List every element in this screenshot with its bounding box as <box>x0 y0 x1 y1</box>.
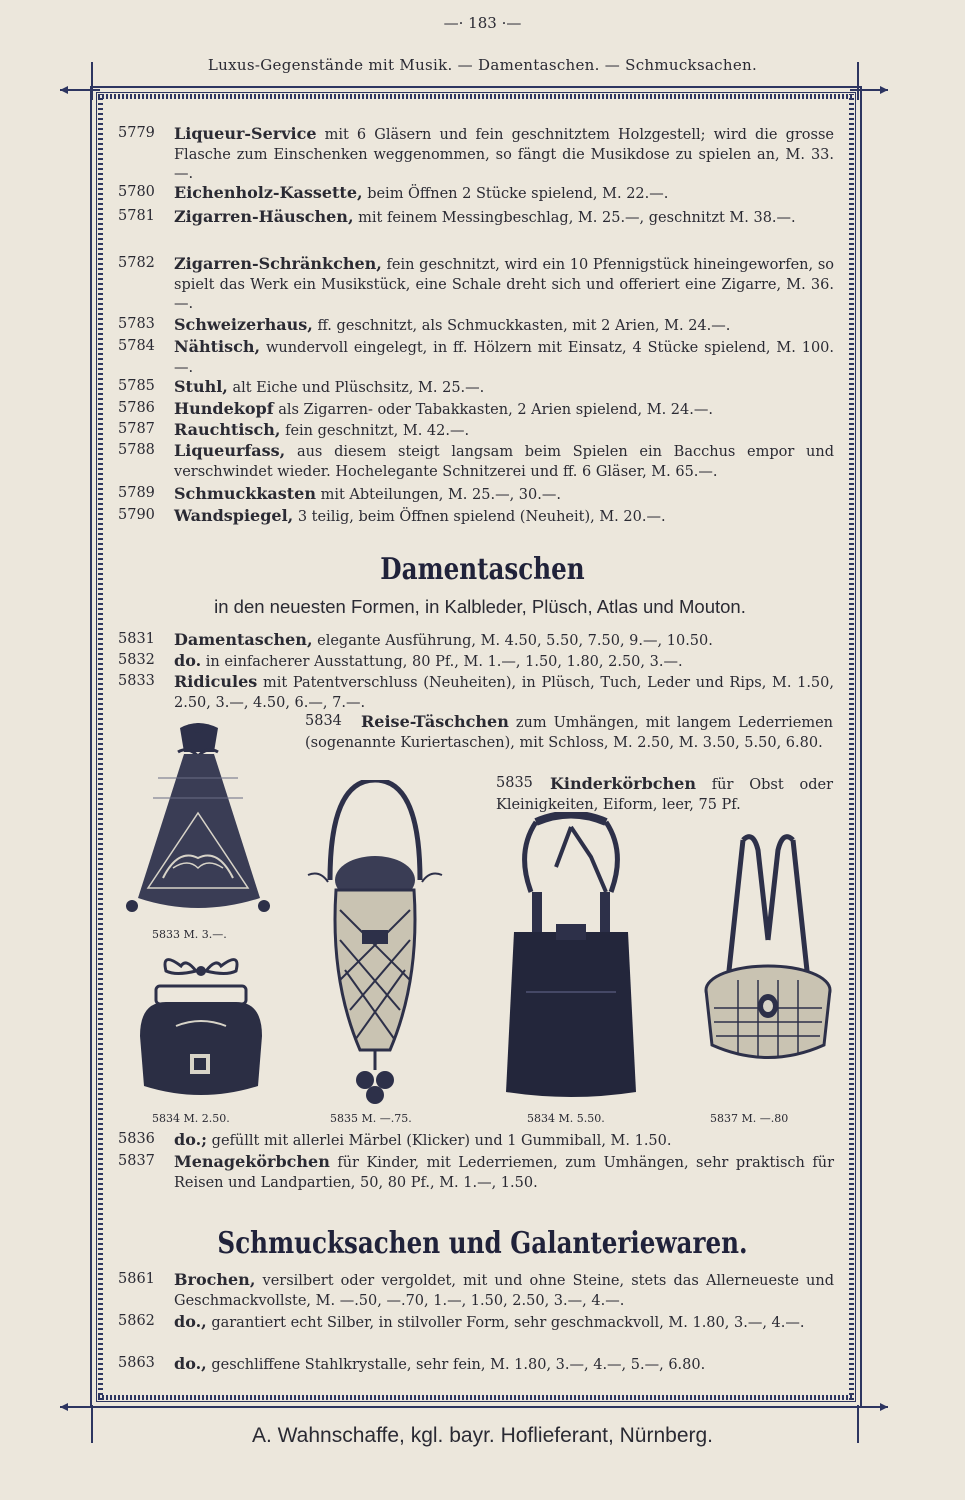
caption-5833: 5833 M. 3.—. <box>152 928 227 941</box>
caption-5837: 5837 M. —.80 <box>710 1112 789 1125</box>
entry-5836: 5836 do.; gefüllt mit allerlei Märbel (Klicker) und 1 Gummiball, M. 1.50. <box>118 1130 672 1149</box>
section-title-damentaschen: Damentaschen <box>380 552 585 587</box>
footer-imprint: A. Wahnschaffe, kgl. bayr. Hoflieferant, Nürnberg. <box>251 1424 714 1447</box>
page-number: —· 183 ·— <box>443 14 522 32</box>
entry-5787: 5787 Rauchtisch, fein geschnitzt, M. 42.—. <box>118 420 470 439</box>
drawstring-bag-illustration <box>118 718 278 928</box>
caption-5834-b: 5834 M. 5.50. <box>527 1112 605 1125</box>
pouch-bag-illustration <box>126 946 276 1106</box>
entry-5784: 5784 Nähtisch, wundervoll eingelegt, in ff. Hölzern mit Einsatz, 4 Stücke spielend, M. 100.—. <box>118 337 835 376</box>
caption-5834-a: 5834 M. 2.50. <box>152 1112 230 1125</box>
entry-5783: 5783 Schweizerhaus, ff. geschnitzt, als Schmuckkasten, mit 2 Arien, M. 24.—. <box>118 315 731 334</box>
entry-5834: 5834 Reise-Täschchen zum Umhängen, mit langem Lederriemen (sogenannte Kuriertaschen), mit Schloss, M. 2.50, M. 3.50, 5.50, 6.80. <box>305 712 833 751</box>
entry-5780: 5780 Eichenholz-Kassette, beim Öffnen 2 Stücke spielend, M. 22.—. <box>118 183 669 202</box>
entry-5785: 5785 Stuhl, alt Eiche und Plüschsitz, M. 25.—. <box>118 377 485 396</box>
entry-5782: 5782 Zigarren-Schränkchen, fein geschnitzt, wird ein 10 Pfennigstück hineingeworfen, so spielt das Werk ein Musikstück, eine Schale dreht sich und offeriert eine Zigarre, M. 36.—. <box>118 254 835 312</box>
entry-5789: 5789 Schmuckkasten mit Abteilungen, M. 25.—, 30.—. <box>118 484 561 503</box>
egg-basket-illustration <box>300 780 450 1110</box>
entry-5790: 5790 Wandspiegel, 3 teilig, beim Öffnen spielend (Neuheit), M. 20.—. <box>118 506 666 525</box>
section-subtitle-damentaschen: in den neuesten Formen, in Kalbleder, Plüsch, Atlas und Mouton. <box>214 596 746 617</box>
section-title-schmucksachen: Schmucksachen und Galanteriewaren. <box>217 1226 748 1261</box>
entry-5788: 5788 Liqueurfass, aus diesem steigt langsam beim Spielen ein Bacchus empor und verschwindet wieder. Hochelegante Schnitzerei und ff. 6 Gläser, M. 65.—. <box>118 441 834 480</box>
entry-5863: 5863 do., geschliffene Stahlkrystalle, sehr fein, M. 1.80, 3.—, 4.—, 5.—, 6.80. <box>118 1354 706 1373</box>
caption-5835: 5835 M. —.75. <box>330 1112 412 1125</box>
entry-5781: 5781 Zigarren-Häuschen, mit feinem Messingbeschlag, M. 25.—, geschnitzt M. 38.—. <box>118 207 796 226</box>
entry-5862: 5862 do., garantiert echt Silber, in stilvoller Form, sehr geschmackvoll, M. 1.80, 3.—, 4.—. <box>118 1312 805 1331</box>
running-title: Luxus-Gegenstände mit Musik. — Damentaschen. — Schmucksachen. <box>207 56 758 74</box>
entry-5835: 5835 Kinderkörbchen für Obst oder Kleinigkeiten, Eiform, leer, 75 Pf. <box>496 774 833 813</box>
travel-bag-illustration <box>496 812 656 1112</box>
entry-5779: 5779 Liqueur-Service mit 6 Gläsern und fein geschnitztem Holzgestell; wird die grosse Flasche zum Einschenken weggenommen, so fängt die Musikdose zu spielen an, M. 33.—. <box>118 124 835 182</box>
entry-5832: 5832 do. in einfacherer Ausstattung, 80 Pf., M. 1.—, 1.50, 1.80, 2.50, 3.—. <box>118 651 683 670</box>
entry-5837: 5837 Menagekörbchen für Kinder, mit Lederriemen, zum Umhängen, sehr praktisch für Reisen und Landpartien, 50, 80 Pf., M. 1.—, 1.50. <box>118 1152 834 1191</box>
entry-5861: 5861 Brochen, versilbert oder vergoldet, mit und ohne Steine, stets das Allerneueste und Geschmackvollste, M. —.50, —.70, 1.—, 1.50, 2.50, 3.—, 4.—. <box>118 1270 834 1309</box>
entry-5831: 5831 Damentaschen, elegante Ausführung, M. 4.50, 5.50, 7.50, 9.—, 10.50. <box>118 630 713 649</box>
entry-5833: 5833 Ridicules mit Patentverschluss (Neuheiten), in Plüsch, Tuch, Leder und Rips, M. 1.50, 2.50, 3.—, 4.50, 6.—, 7.—. <box>118 672 834 711</box>
entry-5786: 5786 Hundekopf als Zigarren- oder Tabakkasten, 2 Arien spielend, M. 24.—. <box>118 399 713 418</box>
basket-bag-illustration <box>698 830 838 1090</box>
